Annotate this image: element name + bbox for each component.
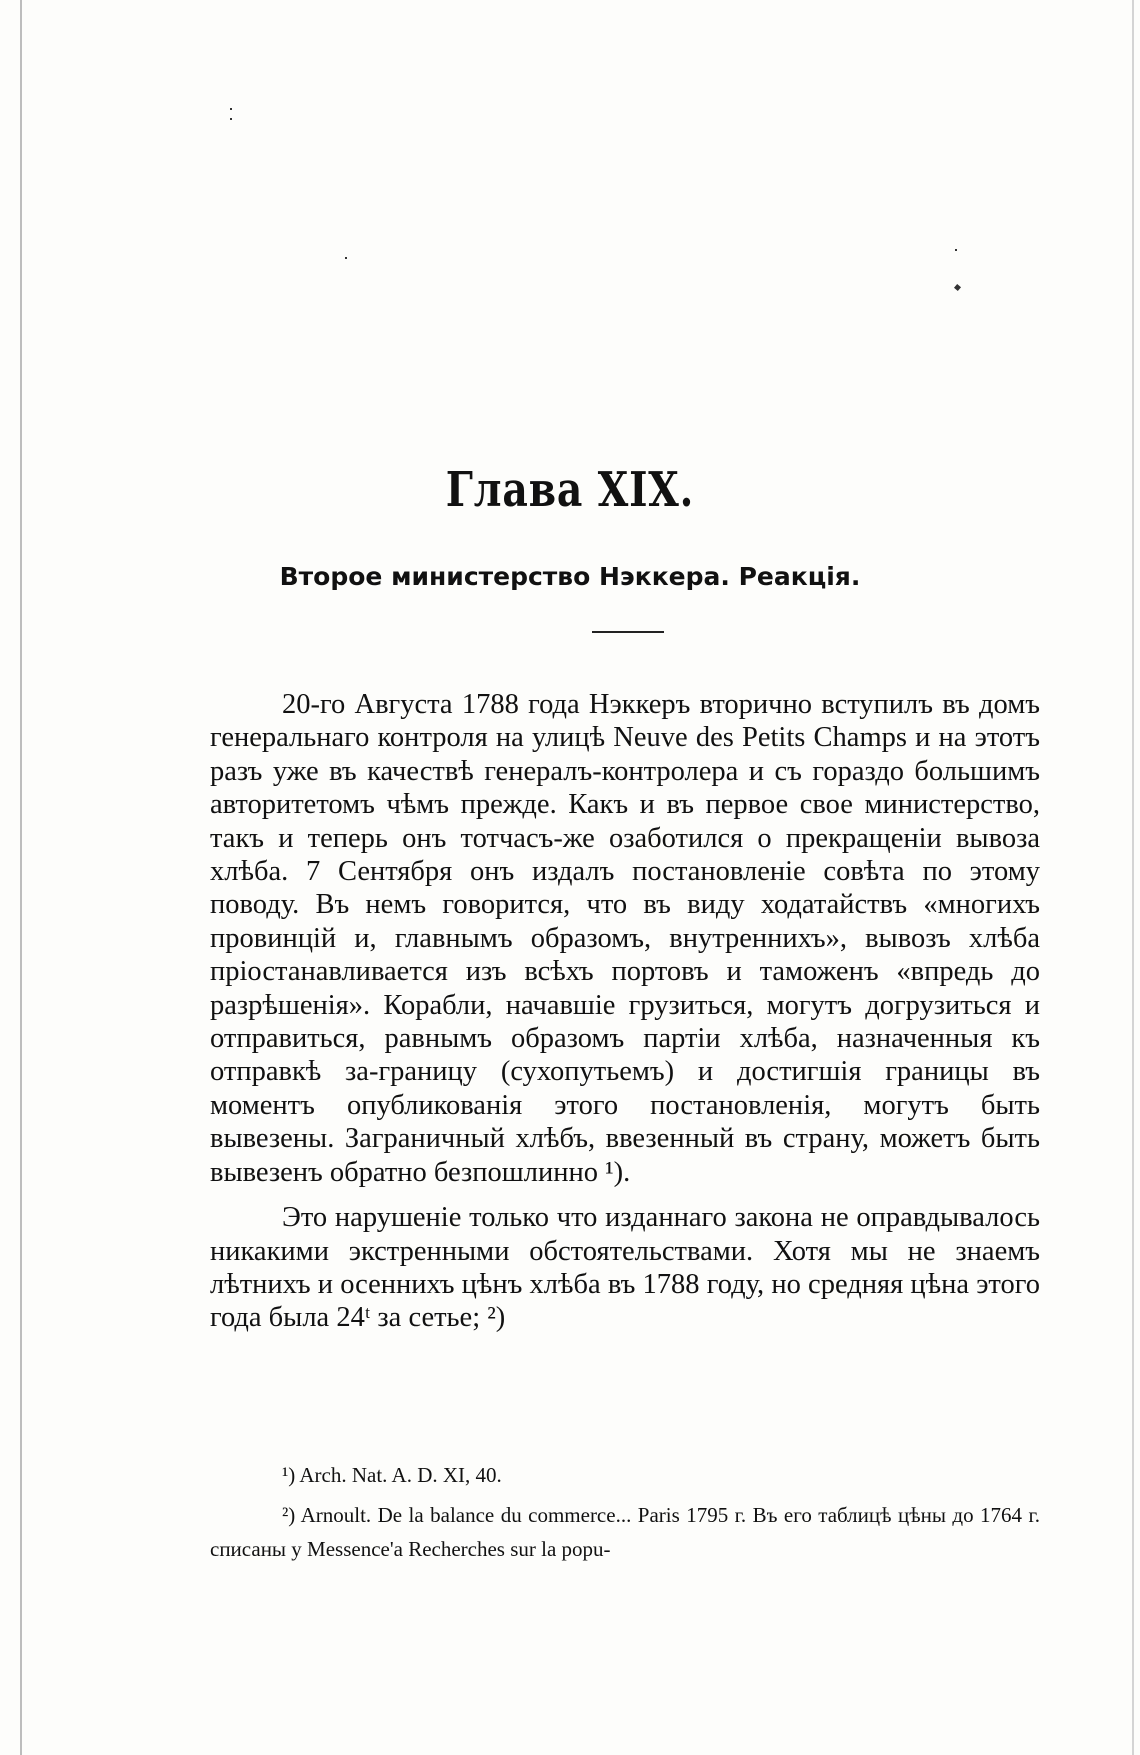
paragraph: Это нарушеніе только что изданнаго закона не оправдывалось никакими экстренными обстоятельствами. Хотя мы не знаемъ лѣтнихъ и осеннихъ цѣнъ хлѣба въ 1788 году, но средняя цѣна этого года была 24ᵗ за сетье; ²)	[210, 1202, 1040, 1334]
chapter-heading: Глава XIX.	[445, 462, 695, 518]
title-divider	[592, 631, 664, 633]
chapter-title: Второе министерство Нэккера. Реакція.	[279, 562, 861, 591]
scan-speck	[230, 118, 232, 120]
scan-speck	[230, 108, 232, 110]
footnote: ²) Arnoult. De la balance du commerce... Paris 1795 г. Въ его таблицѣ цѣны до 1764 г. списаны у Messence'a Recherches sur la popu-	[210, 1503, 1040, 1561]
scan-speck	[955, 249, 957, 251]
body-text	[210, 688, 1040, 1335]
footnotes	[210, 1458, 1040, 1566]
footnote: ¹) Arch. Nat. A. D. XI, 40.	[282, 1463, 502, 1487]
scan-edge-left	[20, 0, 22, 1755]
scan-speck	[954, 284, 961, 291]
paragraph: 20-го Августа 1788 года Нэккеръ вторично вступилъ въ домъ генеральнаго контроля на улицѣ Neuve des Petits Champs и на этотъ разъ уже въ качествѣ генералъ-контролера и съ гораздо большимъ авторитетомъ чѣмъ прежде. Какъ и въ первое свое министерство, такъ и теперь онъ тотчасъ-же озаботился о прекращеніи вывоза хлѣба. 7 Сентября онъ издалъ постановленіе совѣта по этому поводу. Въ немъ говорится, что въ виду ходатайствъ «многихъ провинцій и, главнымъ образомъ, внутреннихъ», вывозъ хлѣба пріостанавливается изъ всѣхъ портовъ и таможенъ «впредь до разрѣшенія». Корабли, начавшіе грузиться, могутъ догрузиться и отправиться, равнымъ образомъ партіи хлѣба, назначенныя къ отправкѣ за-границу (сухопутьемъ) и достигшія границы въ моментъ опубликованія этого постановленія, могутъ быть вывезены. Заграничный хлѣбъ, ввезенный въ страну, можетъ быть вывезенъ обратно безпошлинно ¹).	[210, 689, 1040, 1188]
scan-speck	[345, 257, 347, 259]
scan-edge-right	[1132, 0, 1134, 1755]
